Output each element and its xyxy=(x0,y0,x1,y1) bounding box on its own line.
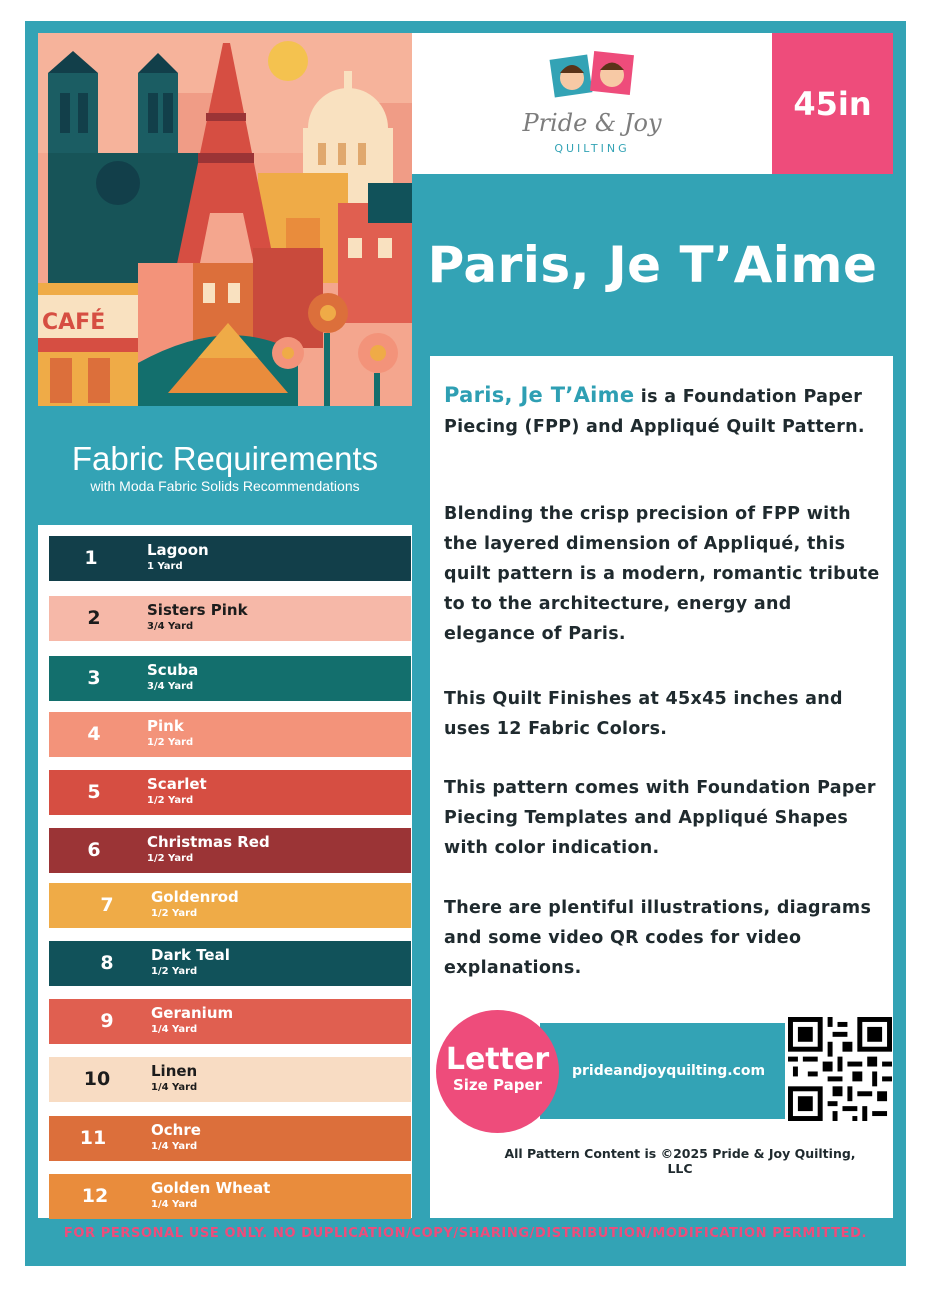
fabric-amount: 1/4 Yard xyxy=(151,1199,198,1210)
fabric-amount: 1/4 Yard xyxy=(151,1024,198,1035)
fabric-amount: 1/2 Yard xyxy=(147,737,194,748)
paper-size-badge xyxy=(436,1010,559,1133)
fabric-amount: 1/2 Yard xyxy=(151,966,198,977)
fabric-heading: Fabric Requirements xyxy=(71,440,379,477)
fabric-row-12 xyxy=(49,1174,411,1219)
paris-illustration xyxy=(38,33,412,406)
size-badge: 45in xyxy=(772,33,893,174)
fabric-amount: 1/2 Yard xyxy=(147,795,194,806)
copyright: All Pattern Content is ©2025 Pride & Joy Quilting, LLC xyxy=(504,1146,856,1176)
fabric-header xyxy=(38,440,412,494)
brand-logo xyxy=(412,33,772,174)
fabric-row-5 xyxy=(49,770,411,815)
logo-area xyxy=(412,33,772,174)
fabric-number: 5 xyxy=(87,781,101,803)
fabric-subheading: with Moda Fabric Solids Recommendations xyxy=(90,478,360,494)
fabric-number: 3 xyxy=(87,667,101,689)
fabric-amount: 3/4 Yard xyxy=(147,681,194,692)
fabric-number: 11 xyxy=(79,1127,107,1149)
fabric-row-6 xyxy=(49,828,411,873)
paper-size-big: Letter xyxy=(445,1042,550,1077)
fabric-name: Sisters Pink xyxy=(147,601,248,619)
fabric-amount: 3/4 Yard xyxy=(147,621,194,632)
fabric-row-7 xyxy=(49,883,411,928)
fabric-name: Ochre xyxy=(151,1121,201,1139)
fabric-number: 9 xyxy=(100,1010,114,1032)
description-p2: Blending the crisp precision of FPP with the layered dimension of Appliqué, this quilt pattern is a modern, romantic tribute to to the architecture, energy and elegance of Paris. xyxy=(444,504,880,644)
description-lead-title: Paris, Je T’Aime xyxy=(444,383,635,407)
brand-name: Pride & Joy xyxy=(522,109,662,137)
website-link[interactable]: prideandjoyquilting.com xyxy=(540,1023,785,1119)
description-p3: This Quilt Finishes at 45x45 inches and uses 12 Fabric Colors. xyxy=(444,689,843,739)
fabric-number: 1 xyxy=(84,547,98,569)
fabric-number: 12 xyxy=(81,1185,109,1207)
fabric-number: 2 xyxy=(87,607,101,629)
fabric-row-8 xyxy=(49,941,411,986)
fabric-row-4 xyxy=(49,712,411,757)
fabric-amount: 1/2 Yard xyxy=(151,908,198,919)
fabric-name: Dark Teal xyxy=(151,946,230,964)
fabric-name: Geranium xyxy=(151,1004,234,1022)
fabric-row-2 xyxy=(49,596,411,641)
description-p4: This pattern comes with Foundation Paper Piecing Templates and Appliqué Shapes with color indication. xyxy=(444,778,876,858)
fabric-number: 6 xyxy=(87,839,101,861)
fabric-amount: 1/4 Yard xyxy=(151,1141,198,1152)
fabric-number: 8 xyxy=(100,952,114,974)
fabric-name: Golden Wheat xyxy=(151,1179,271,1197)
description-panel xyxy=(430,356,893,1218)
fabric-row-1 xyxy=(49,536,411,581)
brand-sub: QUILTING xyxy=(554,142,630,155)
fabric-name: Lagoon xyxy=(147,541,209,559)
paper-size-small: Size Paper xyxy=(452,1076,543,1094)
footer-notice: FOR PERSONAL USE ONLY. NO DUPLICATION/COPY/SHARING/DISTRIBUTION/MODIFICATION PERMITTED. xyxy=(63,1226,868,1241)
fabric-name: Scarlet xyxy=(147,775,207,793)
fabric-name: Pink xyxy=(147,717,184,735)
fabric-name: Christmas Red xyxy=(147,833,270,851)
fabric-row-10 xyxy=(49,1057,411,1102)
fabric-number: 4 xyxy=(87,723,101,745)
page-title: Paris, Je T’Aime xyxy=(427,236,878,294)
fabric-row-3 xyxy=(49,656,411,701)
fabric-number: 10 xyxy=(83,1068,111,1090)
cafe-sign: CAFÉ xyxy=(42,310,106,335)
fabric-list xyxy=(38,525,412,1218)
fabric-amount: 1 Yard xyxy=(147,561,183,572)
fabric-amount: 1/2 Yard xyxy=(147,853,194,864)
fabric-name: Linen xyxy=(151,1062,198,1080)
fabric-row-9 xyxy=(49,999,411,1044)
qr-code-icon[interactable] xyxy=(788,1017,892,1121)
description-intro xyxy=(444,380,884,442)
fabric-amount: 1/4 Yard xyxy=(151,1082,198,1093)
fabric-number: 7 xyxy=(100,894,114,916)
description-intro-text: is a Foundation Paper Piecing (FPP) and Appliqué Quilt Pattern. xyxy=(444,387,865,437)
fabric-name: Scuba xyxy=(147,661,199,679)
fabric-row-11 xyxy=(49,1116,411,1161)
fabric-name: Goldenrod xyxy=(151,888,239,906)
description-p5: There are plentiful illustrations, diagrams and some video QR codes for video explanations. xyxy=(444,898,872,978)
